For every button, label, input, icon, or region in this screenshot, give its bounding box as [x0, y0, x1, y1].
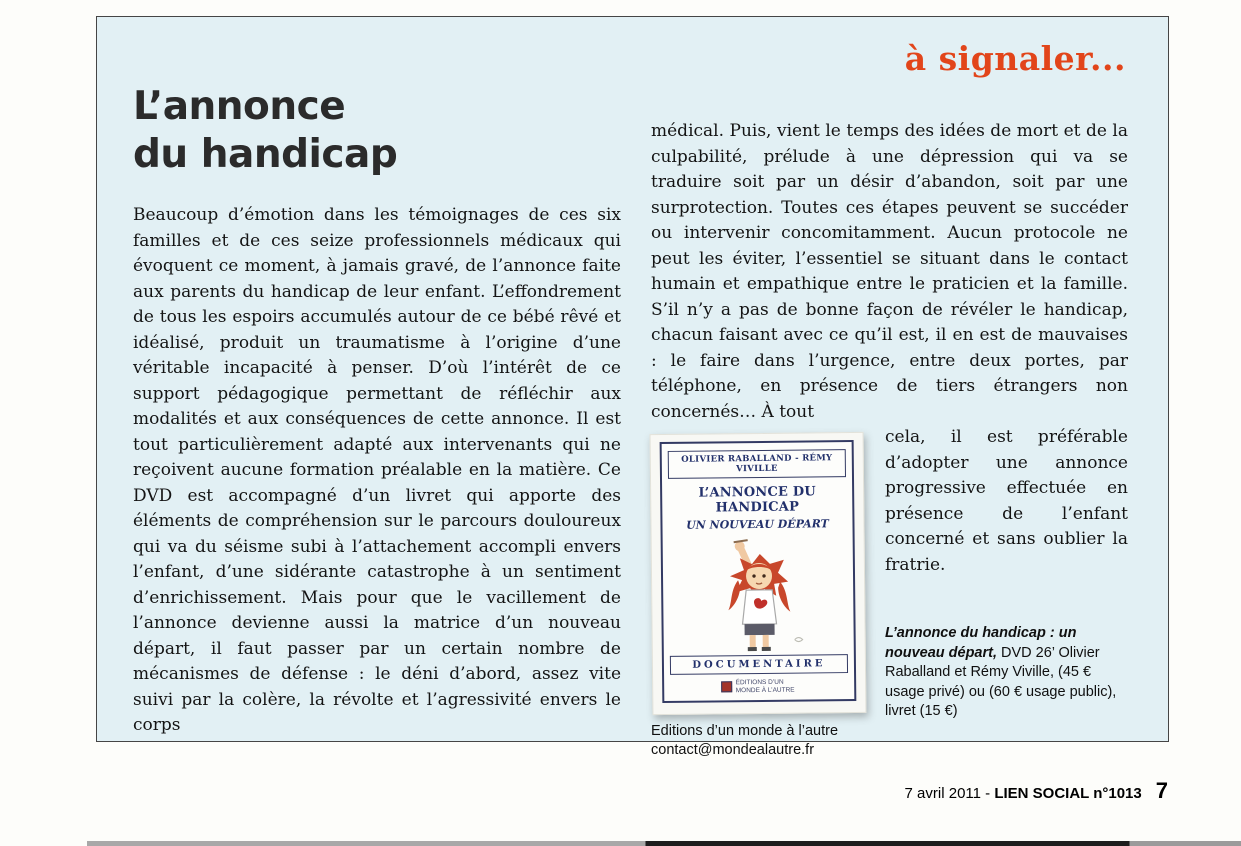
dvd-subtitle: UN NOUVEAU DÉPART [686, 517, 829, 532]
publisher-text: ÉDITIONS D’UN MONDE À L’AUTRE [735, 678, 795, 694]
right-paragraph-top: médical. Puis, vient le temps des idées de mort et de la culpabilité, prélude à une dépression qui va se traduire soit par un désir d’abandon, soit par une surprotection. Toutes ces étapes peuvent se succéder ou intervenir concomitamment. Aucun protocole ne peut les éviter, l’essentiel se situant dans le contact humain et empathique entre le praticien et la famille. S’il n’y a pas de bonne façon de révéler le handicap, chacun faisant avec ce qu’il est, il en est de mauvaises : le faire dans l’urgence, entre deux portes, par téléphone, en présence de tiers étrangers non concernés… À tout [651, 121, 1128, 422]
article-box [96, 16, 1169, 758]
right-paragraph-wrap: cela, il est préférable d’adopter une annonce progressive effectuée en présence de l’enfant concerné et sans oublier la fratrie. [885, 427, 1128, 575]
caption-email: contact@mondealautre.fr [651, 742, 815, 758]
dvd-photo-frame [650, 432, 867, 715]
footer-journal: LIEN SOCIAL n°1013 [994, 785, 1142, 802]
caption-lead: L’annonce du handicap : un nouveau départ, [885, 625, 1077, 661]
page-number: 7 [1155, 778, 1168, 803]
girl-illustration [694, 535, 823, 652]
caption-rest: DVD 26’ Olivier Raballand et Rémy Viville, (45 € usage privé) ou (60 € usage public), livret (15 €) [885, 644, 1117, 719]
caption-publisher: Editions d’un monde à l’autre [651, 722, 839, 739]
dvd-cover-photo [651, 433, 865, 714]
footer [905, 778, 1168, 804]
dvd-title: L’ANNONCE DU HANDICAP [698, 484, 816, 516]
left-column [133, 17, 621, 741]
dvd-publisher [670, 678, 848, 695]
dvd-genre-band: DOCUMENTAIRE [670, 654, 848, 675]
publisher-logo [721, 681, 732, 692]
title-line-2: du handicap [133, 132, 398, 177]
section-header: à signaler... [904, 39, 1126, 78]
right-column [651, 17, 1128, 758]
dvd-authors: OLIVIER RABALLAND - RÉMY VIVILLE [668, 449, 846, 479]
dvd-cover [660, 440, 857, 703]
footer-date: 7 avril 2011 - [904, 785, 995, 802]
title-line-1: L’annonce [133, 84, 346, 129]
scan-edge-bar [0, 841, 1241, 846]
left-paragraph: Beaucoup d’émotion dans les témoignages de ces six familles et de ces seize professionnels médicaux qui évoquent ce moment, à jamais gravé, de l’annonce faite aux parents du handicap de leur enfant. L’effondrement de tous les espoirs accumulés autour de ce bébé rêvé et idéalisé, produit un traumatisme à l’origine d’une véritable incapacité à penser. D’où l’intérêt de ce support pédagogique permettant de réfléchir aux modalités et aux conséquences de cette annonce. Il est tout particulièrement adapté aux intervenants qui ne reçoivent aucune formation préalable en la matière. Ce DVD est accompagné d’un livret qui apporte des éléments de compréhension sur le parcours douloureux qui va du séisme subi à l’attachement accompli envers l’enfant, d’une sidérante catastrophe à un sentiment d’enrichissement. Mais pour que le vacillement de l’annonce devienne aussi la matrice d’un nouveau départ, il faut passer par un certain nombre de mécanismes de défense : le déni d’abord, assez vite suivi par la colère, la révolte et l’agressivité envers le corps [133, 205, 621, 735]
columns [133, 17, 1128, 758]
article-title [133, 83, 621, 179]
